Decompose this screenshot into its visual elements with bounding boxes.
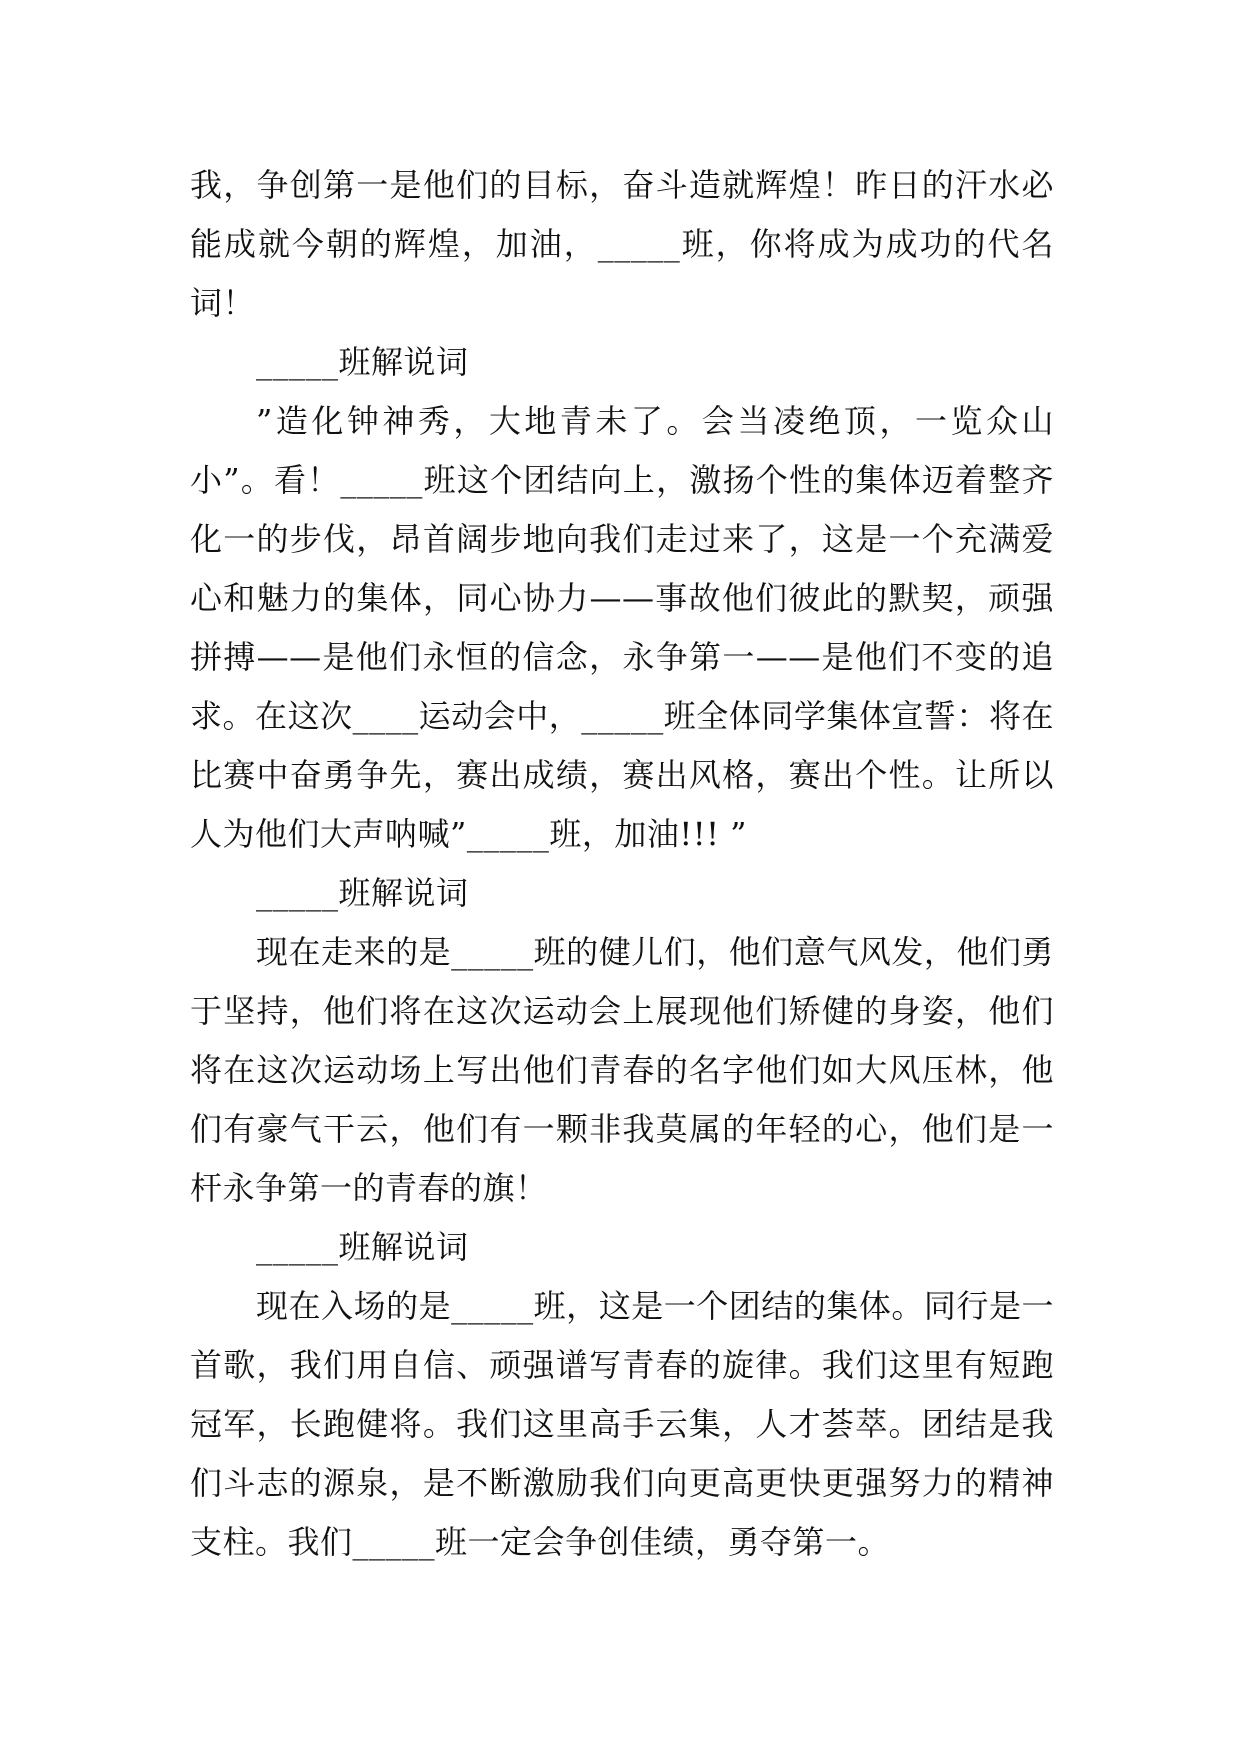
- section-heading-2: _____班解说词: [256, 874, 469, 912]
- document-body: [190, 156, 1054, 1572]
- paragraph-section-2: 现在走来的是_____班的健儿们，他们意气风发，他们勇于坚持，他们将在这次运动会上展现他们矫健的身姿，他们将在这次运动场上写出他们青春的名字他们如大风压林，他们有豪气干云，他们有一颗非我莫属的年轻的心，他们是一杆永争第一的青春的旗！: [190, 933, 1054, 1207]
- paragraph-section-3: 现在入场的是_____班，这是一个团结的集体。同行是一首歌，我们用自信、顽强谱写青春的旋律。我们这里有短跑冠军，长跑健将。我们这里高手云集，人才荟萃。团结是我们斗志的源泉，是不断激励我们向更高更快更强努力的精神支柱。我们_____班一定会争创佳绩，勇夺第一。: [190, 1287, 1054, 1561]
- section-heading-1: _____班解说词: [256, 343, 469, 381]
- paragraph-section-1: ”造化钟神秀，大地青未了。会当凌绝顶，一览众山小”。看！_____班这个团结向上，激扬个性的集体迈着整齐化一的步伐，昂首阔步地向我们走过来了，这是一个充满爱心和魅力的集体，同心协力——事故他们彼此的默契，顽强拼搏——是他们永恒的信念，永争第一——是他们不变的追求。在这次____运动会中，_____班全体同学集体宣誓：将在比赛中奋勇争先，赛出成绩，赛出风格，赛出个性。让所以人为他们大声呐喊”_____班，加油!!! ”: [190, 402, 1054, 853]
- paragraph-intro-continuation: 我，争创第一是他们的目标，奋斗造就辉煌！昨日的汗水必能成就今朝的辉煌，加油，_____班，你将成为成功的代名词！: [190, 166, 1054, 322]
- section-heading-3: _____班解说词: [256, 1228, 469, 1266]
